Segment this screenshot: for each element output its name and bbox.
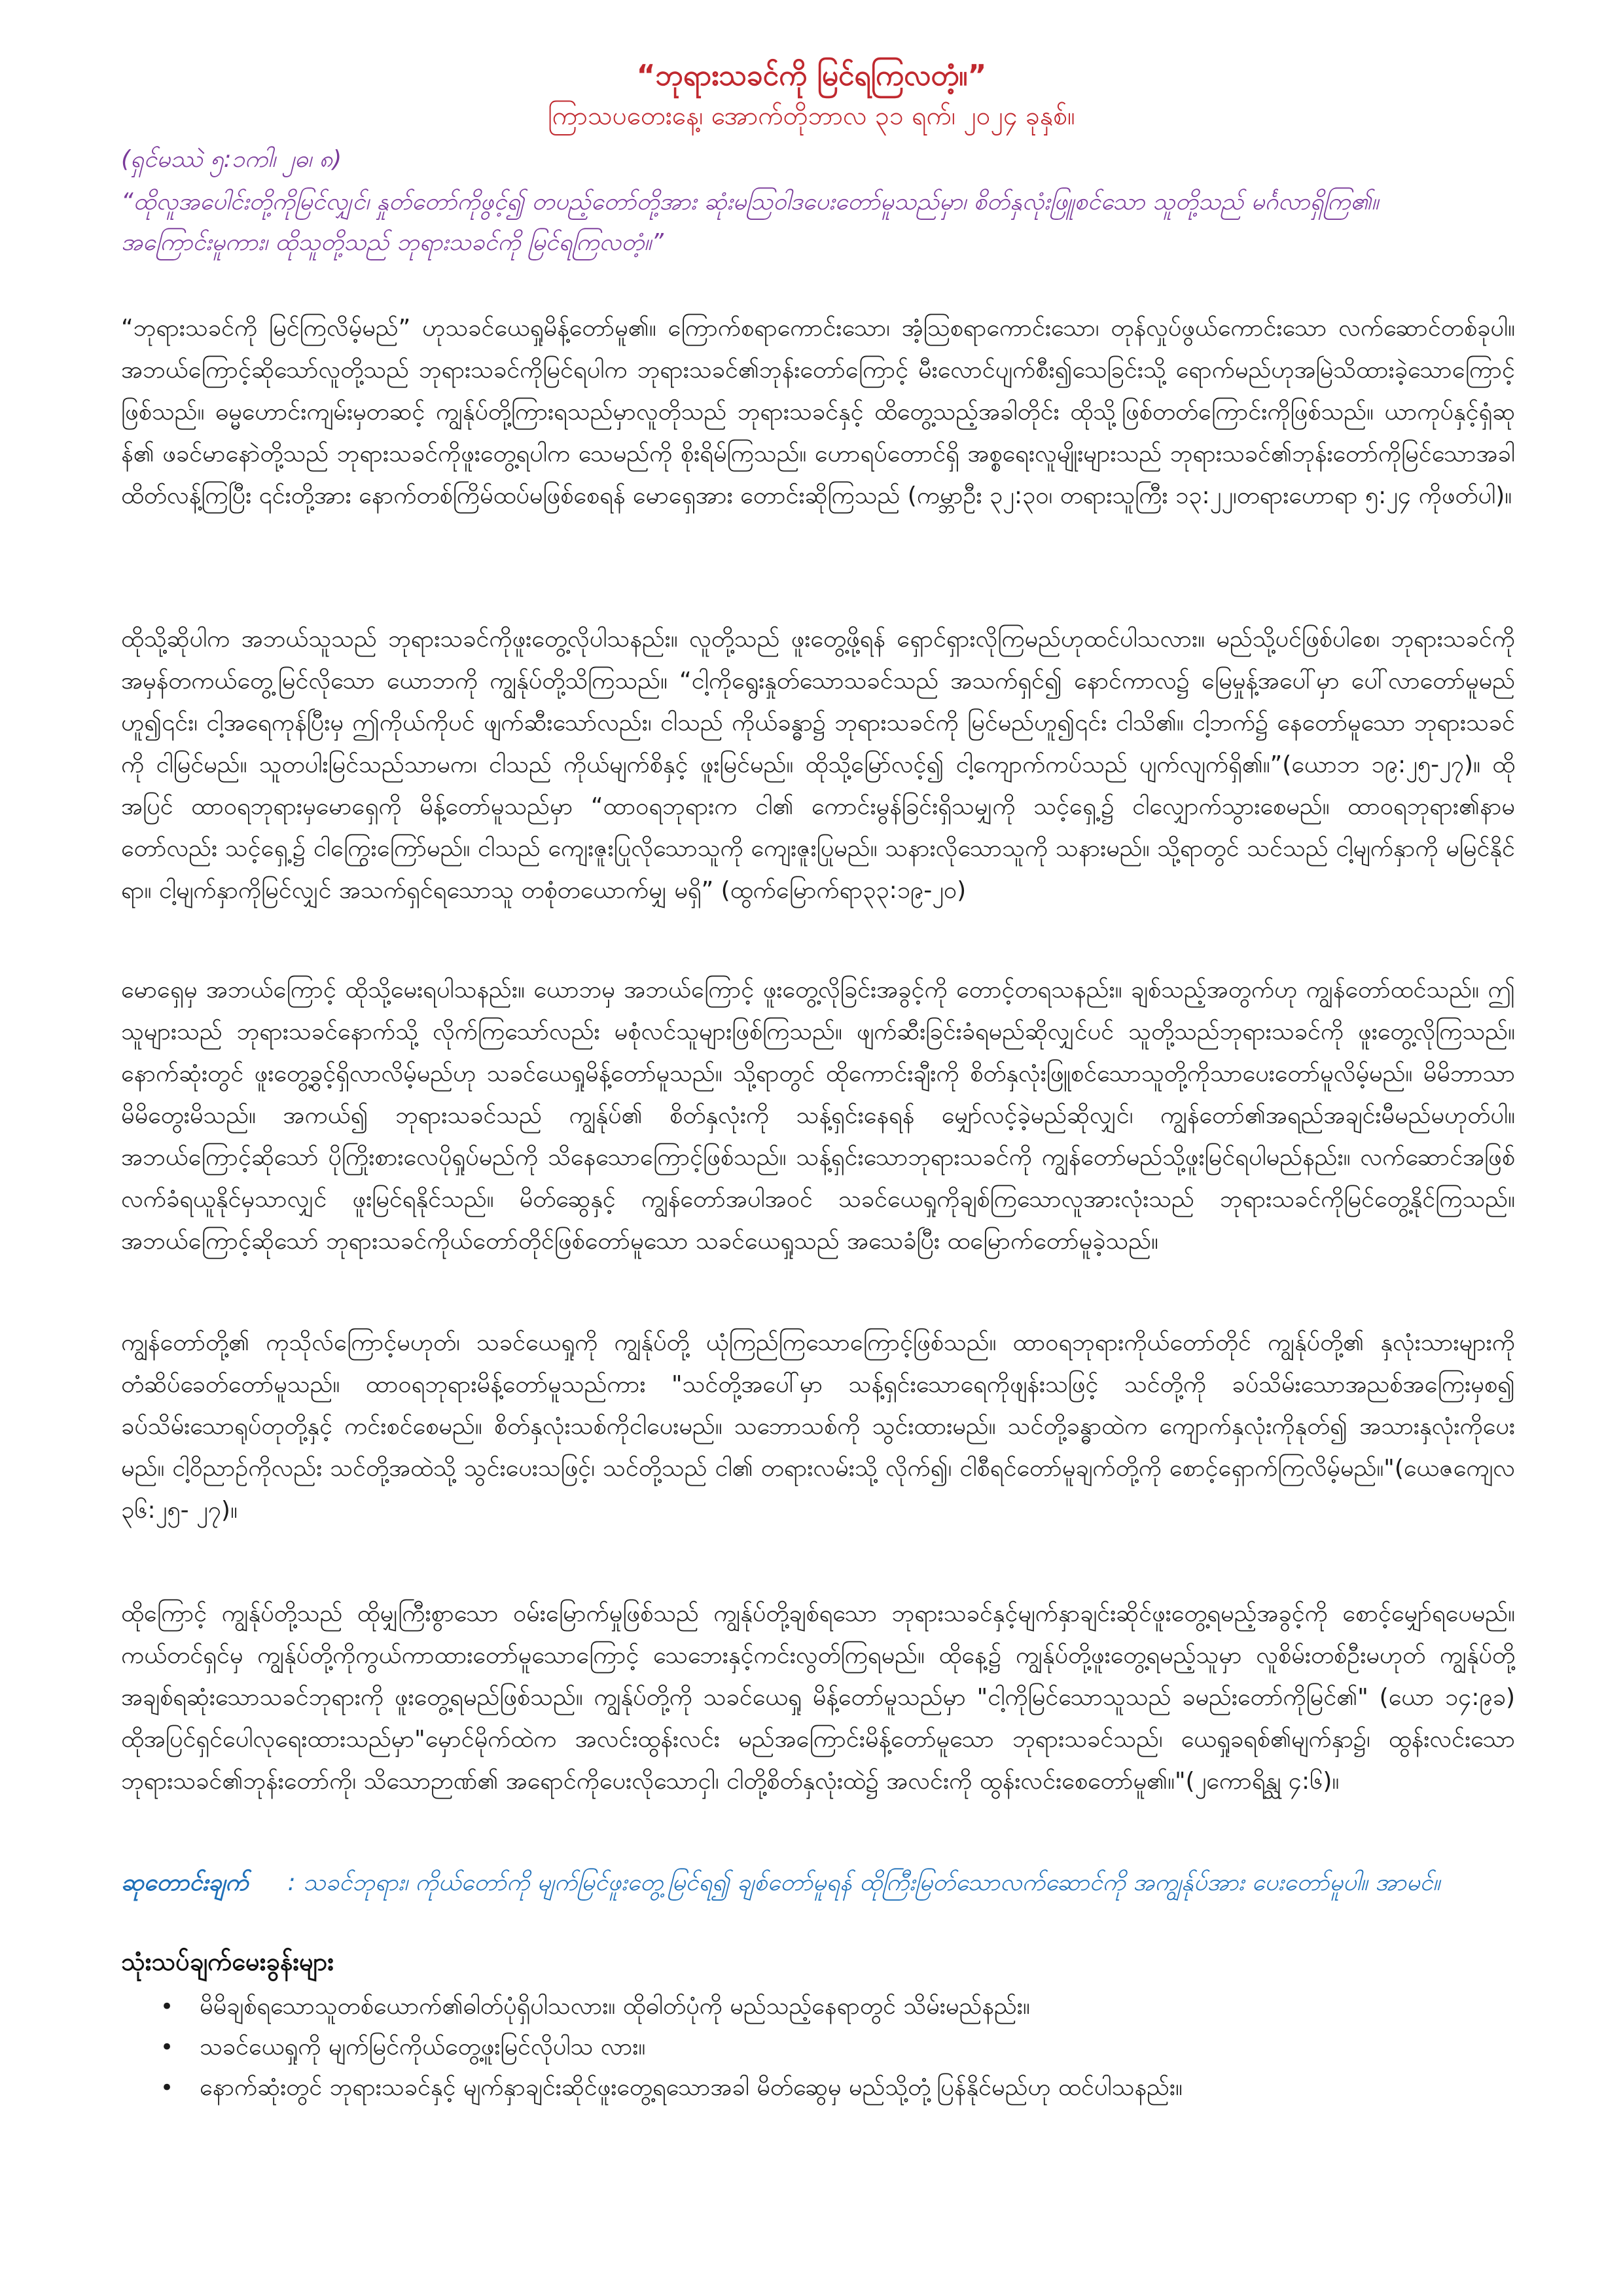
question-text: နောက်ဆုံးတွင် ဘုရားသခင်နှင့် မျက်နှာချင်းဆိုင်ဖူးတွေ့ရသောအခါ မိတ်ဆွေမှ မည်သို့တုံ့ပြန်နိုင်မည်ဟု ထင်ပါသနည်း။ xyxy=(200,2074,1183,2101)
date-line: ကြာသပတေးနေ့၊ အောက်တိုဘာလ ၃၁ ရက်၊ ၂၀၂၄ ခုနှစ်။ xyxy=(548,101,1075,131)
questions-list xyxy=(121,1986,1515,2108)
body-paragraph-2: ထိုသို့ဆိုပါက အဘယ်သူသည် ဘုရားသခင်ကိုဖူးတွေ့လိုပါသနည်း။ လူတို့သည် ဖူးတွေ့ဖို့ရန် ရှောင်ရှားလိုကြမည်ဟုထင်ပါသလား။ မည်သို့ပင်ဖြစ်ပါစေ၊ ဘုရားသခင်ကို အမှန်တကယ်တွေ့မြင်လိုသော ယောဘကို ကျွန်ုပ်တို့သိကြသည်။ “ငါ့ကိုရွေးနှုတ်သောသခင်သည် အသက်ရှင်၍ နောင်ကာလ၌ မြေမှုန့်အပေါ်မှာ ပေါ်လာတော်မူမည်ဟူ၍၎င်း၊ ငါ့အရေကုန်ပြီးမှ ဤကိုယ်ကိုပင် ဖျက်ဆီးသော်လည်း၊ ငါသည် ကိုယ်ခန္ဓာ၌ ဘုရားသခင်ကို မြင်မည်ဟူ၍၎င်း ငါသိ၏။ ငါ့ဘက်၌ နေတော်မူသော ဘုရားသခင်ကို ငါမြင်မည်။ သူတပါးမြင်သည်သာမက၊ ငါသည် ကိုယ်မျက်စိနှင့် ဖူးမြင်မည်။ ထိုသို့မြော်လင့်၍ ငါ့ကျောက်ကပ်သည် ပျက်လျက်ရှိ၏။”(ယောဘ ၁၉:၂၅-၂၇)။ ထိုအပြင် ထာဝရဘုရားမှမောရှေကို မိန့်တော်မူသည်မှာ “ထာဝရဘုရားက ငါ၏ ကောင်းမွန်ခြင်းရှိသမျှကို သင့်ရှေ့၌ ငါလျှောက်သွားစေမည်။ ထာဝရဘုရား၏နာမတော်လည်း သင့်ရှေ့၌ ငါကြွေးကြော်မည်။ ငါသည် ကျေးဇူးပြုလိုသောသူကို ကျေးဇူးပြုမည်။ သနားလိုသောသူကို သနားမည်။ သို့ရာတွင် သင်သည် ငါ့မျက်နှာကို မမြင်နိုင်ရာ။ ငါ့မျက်နှာကိုမြင်လျှင် အသက်ရှင်ရသောသူ တစုံတယောက်မျှ မရှိ” (ထွက်မြောက်ရာ၃၃:၁၉-၂၀) xyxy=(121,626,1515,904)
question-text: မိမိချစ်ရသောသူတစ်ယောက်၏ဓါတ်ပုံရှိပါသလား။ ထိုဓါတ်ပုံကို မည်သည့်နေရာတွင် သိမ်းမည်နည်း။ xyxy=(200,1993,1030,2020)
bullet-icon: • xyxy=(160,2034,174,2060)
prayer-label: ဆုတောင်းချက် xyxy=(121,1869,249,1896)
verse-text: “ထိုလူအပေါင်းတို့ကိုမြင်လျှင်၊ နှုတ်တော်ကိုဖွင့်၍ တပည့်တော်တို့အား ဆုံးမဩဝါဒပေးတော်မူသည်မှာ၊ စိတ်နှလုံးဖြူစင်သော သူတို့သည် မင်္ဂလာရှိကြ၏။ အကြောင်းမူကား၊ ထိုသူတို့သည် ဘုရားသခင်ကို မြင်ရကြလတံ့။” xyxy=(121,188,1379,256)
prayer-block xyxy=(121,1862,1515,1904)
bullet-icon: • xyxy=(160,2075,174,2101)
body-paragraph-3: မောရှေမှ အဘယ်ကြောင့် ထိုသို့မေးရပါသနည်း။ ယောဘမှ အဘယ်ကြောင့် ဖူးတွေ့လိုခြင်းအခွင့်ကို တောင့်တရသနည်း။ ချစ်သည့်အတွက်ဟု ကျွန်တော်ထင်သည်။ ဤသူများသည် ဘုရားသခင်နောက်သို့ လိုက်ကြသော်လည်း မစုံလင်သူများဖြစ်ကြသည်။ ဖျက်ဆီးခြင်းခံရမည်ဆိုလျှင်ပင် သူတို့သည်ဘုရားသခင်ကို ဖူးတွေ့လိုကြသည်။ နောက်ဆုံးတွင် ဖူးတွေ့ခွင့်ရှိလာလိမ့်မည်ဟု သခင်ယေရှုမိန့်တော်မူသည်။ သို့ရာတွင် ထိုကောင်းချီးကို စိတ်နှလုံးဖြူစင်သောသူတို့ကိုသာပေးတော်မူလိမ့်မည်။ မိမိဘာသာမိမိတွေးမိသည်။ အကယ်၍ ဘုရားသခင်သည် ကျွန်ုပ်၏ စိတ်နှလုံးကို သန့်ရှင်းနေရန် မျှော်လင့်ခဲ့မည်ဆိုလျှင်၊ ကျွန်တော်၏အရည်အချင်းမီမည်မဟုတ်ပါ။ အဘယ်ကြောင့်ဆိုသော် ပိုကြိုးစားလေပိုရှုပ်မည်ကို သိနေသောကြောင့်ဖြစ်သည်။ သန့်ရှင်းသောဘုရားသခင်ကို ကျွန်တော်မည်သို့ဖူးမြင်ရပါမည်နည်း။ လက်ဆောင်အဖြစ်လက်ခံရယူနိုင်မှသာလျှင် ဖူးမြင်ရနိုင်သည်။ မိတ်ဆွေနှင့် ကျွန်တော်အပါအဝင် သခင်ယေရှုကိုချစ်ကြသောလူအားလုံးသည် ဘုရားသခင်ကိုမြင်တွေ့နိုင်ကြသည်။ အဘယ်ကြောင့်ဆိုသော် ဘုရားသခင်ကိုယ်တော်တိုင်ဖြစ်တော်မူသော သခင်ယေရှုသည် အသေခံပြီး ထမြောက်တော်မူခဲ့သည်။ xyxy=(121,977,1515,1255)
verse-reference: (ရှင်မဿဲ ၅:၁ကါ၊ ၂ဓ၊ ၈) xyxy=(121,146,342,173)
question-item xyxy=(121,2027,1515,2068)
question-item xyxy=(121,2068,1515,2108)
bullet-icon: • xyxy=(160,1994,174,2020)
body-paragraph-4: ကျွန်တော်တို့၏ ကုသိုလ်ကြောင့်မဟုတ်၊ သခင်ယေရှုကို ကျွန်ုပ်တို့ ယုံကြည်ကြသောကြောင့်ဖြစ်သည်။ ထာဝရဘုရားကိုယ်တော်တိုင် ကျွန်ုပ်တို့၏ နှလုံးသားများကို တံဆိပ်ခေတ်တော်မူသည်။ ထာဝရဘုရားမိန့်တော်မူသည်ကား "သင်တို့အပေါ်မှာ သန့်ရှင်းသောရေကိုဖျန်းသဖြင့် သင်တို့ကို ခပ်သိမ်းသောအညစ်အကြေးမှစ၍ ခပ်သိမ်းသောရုပ်တုတို့နှင့် ကင်းစင်စေမည်။ စိတ်နှလုံးသစ်ကိုငါပေးမည်။ သဘောသစ်ကို သွင်းထားမည်။ သင်တို့ခန္ဓာထဲက ကျောက်နှလုံးကိုနုတ်၍ အသားနှလုံးကိုပေးမည်။ ငါ့ဝိညာဉ်ကိုလည်း သင်တို့အထဲသို့ သွင်းပေးသဖြင့်၊ သင်တို့သည် ငါ၏ တရားလမ်းသို့ လိုက်၍၊ ငါစီရင်တော်မူချက်တို့ကို စောင့်ရှောက်ကြလိမ့်မည်။"(ယေဇကျေလ ၃၆:၂၅- ၂၇)။ xyxy=(121,1329,1515,1524)
prayer-text: : သခင်ဘုရား၊ ကိုယ်တော်ကို မျက်မြင်ဖူးတွေ့မြင်ရ၍ ချစ်တော်မူရန် ထိုကြီးမြတ်သောလက်ဆောင်ကို အကျွန်ုပ်အား ပေးတော်မူပါ။ အာမင်။ xyxy=(287,1869,1440,1896)
questions-heading: သုံးသပ်ချက်မေးခွန်းများ xyxy=(121,1947,334,1976)
page-title: “ဘုရားသခင်ကို မြင်ရကြလတံ့။” xyxy=(636,59,987,92)
question-item xyxy=(121,1986,1515,2027)
body-paragraph-5: ထိုကြောင့် ကျွန်ုပ်တို့သည် ထိုမျှကြီးစွာသော ဝမ်းမြောက်မှုဖြစ်သည် ကျွန်ုပ်တို့ချစ်ရသော ဘုရားသခင်နှင့်မျက်နှာချင်းဆိုင်ဖူးတွေ့ရမည့်အခွင့်ကို စောင့်မျှော်ရပေမည်။ ကယ်တင်ရှင်မှ ကျွန်ုပ်တို့ကိုကွယ်ကာထားတော်မူသောကြောင့် သေဘေးနှင့်ကင်းလွတ်ကြရမည်။ ထိုနေ့၌ ကျွန်ုပ်တို့ဖူးတွေ့ရမည့်သူမှာ လူစိမ်းတစ်ဦးမဟုတ် ကျွန်ုပ်တို့အချစ်ရဆုံးသောသခင်ဘုရားကို ဖူးတွေ့ရမည်ဖြစ်သည်။ ကျွန်ုပ်တို့ကို သခင်ယေရှု မိန့်တော်မူသည်မှာ "ငါ့ကိုမြင်သောသူသည် ခမည်းတော်ကိုမြင်၏" (ယော ၁၄:၉ခ) ထိုအပြင်ရှင်ပေါလုရေးထားသည်မှာ"မှောင်မိုက်ထဲက အလင်းထွန်းလင်း မည်အကြောင်းမိန့်တော်မူသော ဘုရားသခင်သည်၊ ယေရှုခရစ်၏မျက်နှာ၌၊ ထွန်းလင်းသော ဘုရားသခင်၏ဘုန်းတော်ကို၊ သိသောဉာဏ်၏ အရောင်ကိုပေးလိုသောငှါ၊ ငါတို့စိတ်နှလုံးထဲ၌ အလင်းကို ထွန်းလင်းစေတော်မူ၏။"(၂ကောရိန္သု ၄:၆)။ xyxy=(121,1600,1515,1795)
body-paragraph-1: “ဘုရားသခင်ကို မြင်ကြလိမ့်မည်” ဟုသခင်ယေရှုမိန့်တော်မူ၏။ ကြောက်စရာကောင်းသော၊ အံ့သြစရာကောင်းသော၊ တုန်လှုပ်ဖွယ်ကောင်းသော လက်ဆောင်တစ်ခုပါ။ အဘယ်ကြောင့်ဆိုသော်လူတို့သည် ဘုရားသခင်ကိုမြင်ရပါက ဘုရားသခင်၏ဘုန်းတော်ကြောင့် မီးလောင်ပျက်စီး၍သေခြင်းသို့ ရောက်မည်ဟုအမြဲသိထားခဲ့သောကြောင့်ဖြစ်သည်။ ဓမ္မဟောင်းကျမ်းမှတဆင့် ကျွန်ုပ်တို့ကြားရသည်မှာလူတိုသည် ဘုရားသခင်နှင့် ထိတွေ့သည့်အခါတိုင်း ထိုသို့ဖြစ်တတ်ကြောင်းကိုဖြစ်သည်။ ယာကုပ်နှင့်ရှံဆုန်၏ ဖခင်မာနောဲတို့သည် ဘုရားသခင်ကိုဖူးတွေ့ရပါက သေမည်ကို စိုးရိမ်ကြသည်။ ဟောရပ်တောင်ရှိ အစ္စရေးလူမျိုးများသည် ဘုရားသခင်၏ဘုန်းတော်ကိုမြင်သောအခါ ထိတ်လန့်ကြပြီး ၎င်းတို့အား နောက်တစ်ကြိမ်ထပ်မဖြစ်စေရန် မောရှေအား တောင်းဆိုကြသည် (ကမ္ဘာဦး ၃၂:၃၀၊ တရားသူကြီး ၁၃:၂၂၊တရားဟောရာ ၅:၂၄ ကိုဖတ်ပါ)။ xyxy=(121,315,1515,509)
question-text: သခင်ယေရှုကို မျက်မြင်ကိုယ်တွေ့ဖူးမြင်လိုပါသ လား။ xyxy=(200,2034,646,2060)
